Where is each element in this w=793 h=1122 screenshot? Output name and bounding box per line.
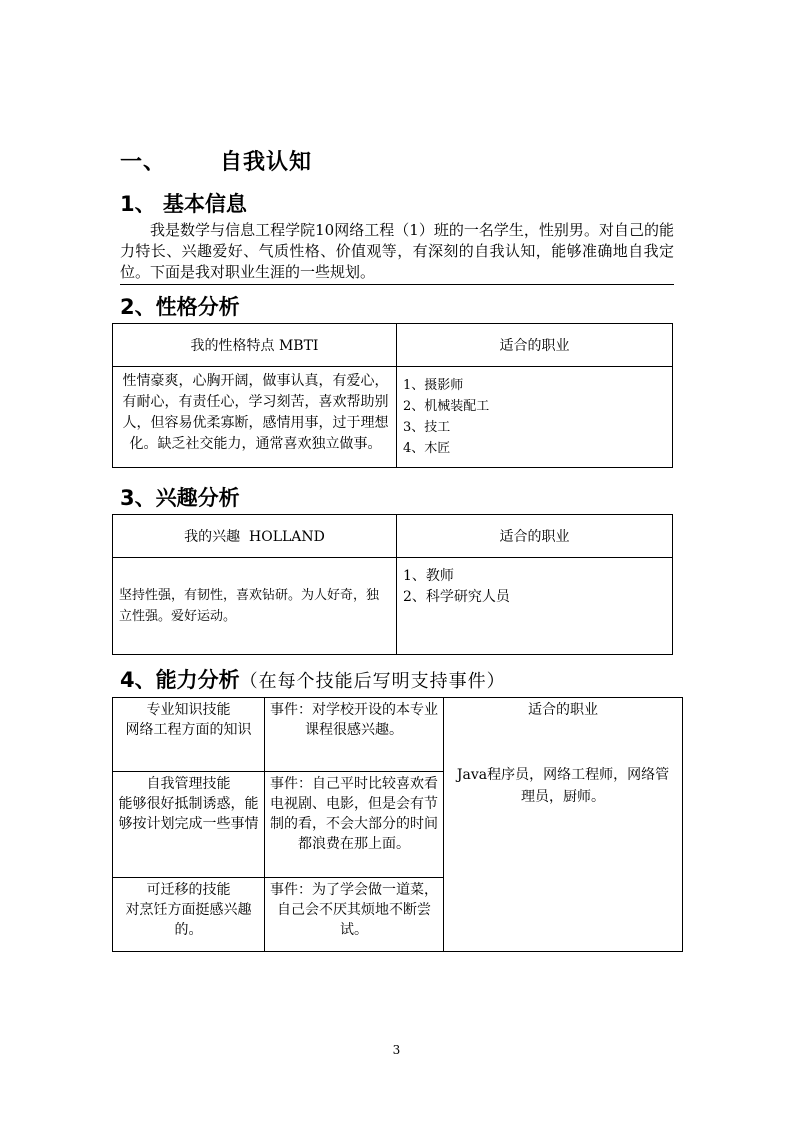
ability-jobs-list: Java程序员，网络工程师，网络管理员，厨师。 (456, 767, 670, 805)
interest-header-jobs: 适合的职业 (397, 515, 673, 558)
personality-table (112, 323, 673, 468)
ability-skill-cell (113, 772, 265, 878)
ability-skill-desc: 能够很好抵制诱惑，能够按计划完成一些事情 (118, 796, 259, 832)
ability-jobs-cell (444, 698, 683, 952)
interest-description: 坚持性强，有韧性，喜欢钻研。为人好奇，独立性强。爱好运动。 (113, 558, 397, 655)
ability-skill-cell (113, 878, 265, 952)
interest-job-item: 1、教师 (403, 568, 454, 584)
ability-event-cell: 事件：自己平时比较喜欢看电视剧、电影，但是会有节制的看，不会大部分的时间都浪费在那上面。 (265, 772, 444, 878)
personality-job-item: 2、机械装配工 (403, 399, 490, 414)
heading-basic-info: 1、 基本信息 (120, 192, 247, 216)
ability-table (112, 697, 683, 952)
personality-jobs-cell (397, 367, 673, 468)
ability-skill-cell (113, 698, 265, 772)
personality-header-traits: 我的性格特点 MBTI (113, 324, 397, 367)
heading-interest: 3、兴趣分析 (120, 486, 240, 510)
ability-event-cell: 事件：对学校开设的本专业课程很感兴趣。 (265, 698, 444, 772)
ability-skill-desc: 网络工程方面的知识 (125, 722, 252, 738)
intro-paragraph (120, 220, 674, 285)
intro-text: 我是数学与信息工程学院10网络工程（1）班的一名学生，性别男。对自己的能力特长、兴趣爱好、气质性格、价值观等，有深刻的自我认知，能够准确地自我定位。下面是我对职业生涯的一些规划。 (120, 221, 674, 281)
ability-event-cell: 事件：为了学会做一道菜，自己会不厌其烦地不断尝试。 (265, 878, 444, 952)
personality-header-jobs: 适合的职业 (397, 324, 673, 367)
heading-ability (120, 664, 506, 694)
interest-table (112, 514, 673, 655)
heading-personality: 2、性格分析 (120, 295, 240, 319)
interest-job-item: 2、科学研究人员 (403, 589, 510, 605)
ability-skill-name: 可迁移的技能 (146, 882, 231, 898)
interest-jobs-cell (397, 558, 673, 655)
ability-heading-text: 4、能力分析 (120, 668, 240, 692)
ability-jobs-header: 适合的职业 (528, 702, 598, 718)
personality-traits-cell (113, 367, 397, 468)
personality-description: 性情豪爽，心胸开阔，做事认真，有爱心，有耐心，有责任心，学习刻苦，喜欢帮助别人，但容易优柔寡断，感情用事，过于理想化。缺乏社交能力，通常喜欢独立做事。 (122, 373, 389, 452)
section-title (120, 145, 312, 176)
ability-skill-name: 自我管理技能 (146, 776, 231, 792)
section-title-text: 自我认知 (220, 150, 313, 175)
interest-header-traits: 我的兴趣 HOLLAND (113, 515, 397, 558)
personality-job-item: 1、摄影师 (403, 378, 464, 393)
personality-job-item: 4、木匠 (403, 441, 451, 456)
ability-skill-desc: 对烹饪方面挺感兴趣的。 (125, 902, 252, 938)
ability-heading-note: （在每个技能后写明支持事件） (239, 671, 506, 692)
page-number: 3 (392, 1043, 401, 1057)
ability-skill-name: 专业知识技能 (146, 702, 231, 718)
personality-job-item: 3、技工 (403, 420, 451, 435)
section-number: 一、 (120, 150, 167, 175)
